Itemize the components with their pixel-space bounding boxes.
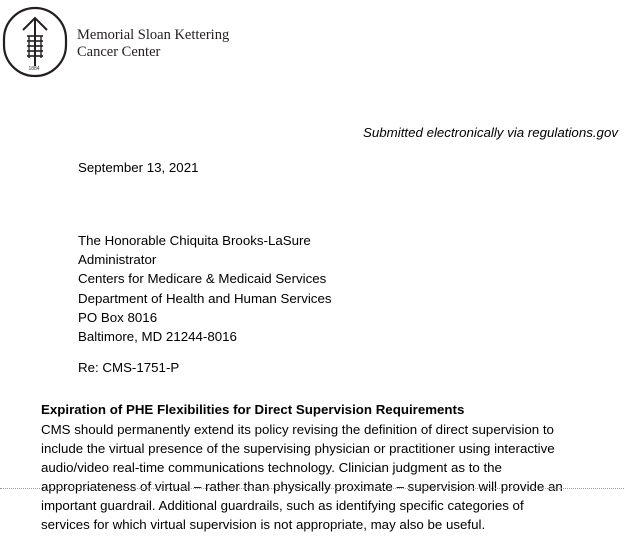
brand-name (77, 27, 229, 61)
paragraph-line: include the virtual presence of the supervising physician or practitioner using interactive (41, 441, 555, 457)
address-line: PO Box 8016 (78, 309, 158, 325)
address-line: Centers for Medicare & Medicaid Services (78, 271, 327, 287)
paragraph-line: important guardrail. Additional guardrails, such as identifying specific categories of (41, 498, 524, 514)
address-line: Administrator (78, 252, 157, 268)
submission-note: Submitted electronically via regulations.gov (363, 125, 618, 140)
logo-year: 1884 (28, 66, 40, 72)
brand-line-1: Memorial Sloan Kettering (77, 27, 230, 43)
paragraph-line: services for which virtual supervision is not appropriate, may also be useful. (41, 517, 486, 533)
paragraph-line: CMS should permanently extend its policy revising the definition of direct supervision to (41, 422, 554, 437)
brand-line-2: Cancer Center (77, 44, 161, 60)
address-line: The Honorable Chiquita Brooks-LaSure (78, 233, 311, 248)
reference-line: Re: CMS-1751-P (78, 360, 180, 375)
section-heading: Expiration of PHE Flexibilities for Direct Supervision Requirements (41, 402, 465, 417)
section-paragraph (41, 420, 624, 535)
address-line: Baltimore, MD 21244-8016 (78, 329, 237, 345)
address-line: Department of Health and Human Services (78, 290, 332, 306)
paragraph-line: appropriateness of virtual – rather than physically proximate – supervision will provide an (41, 479, 563, 495)
paragraph-line: audio/video real-time communications technology. Clinician judgment as to the (41, 460, 502, 476)
recipient-address (78, 231, 332, 346)
page-divider (0, 488, 624, 489)
letter-date: September 13, 2021 (78, 160, 199, 175)
